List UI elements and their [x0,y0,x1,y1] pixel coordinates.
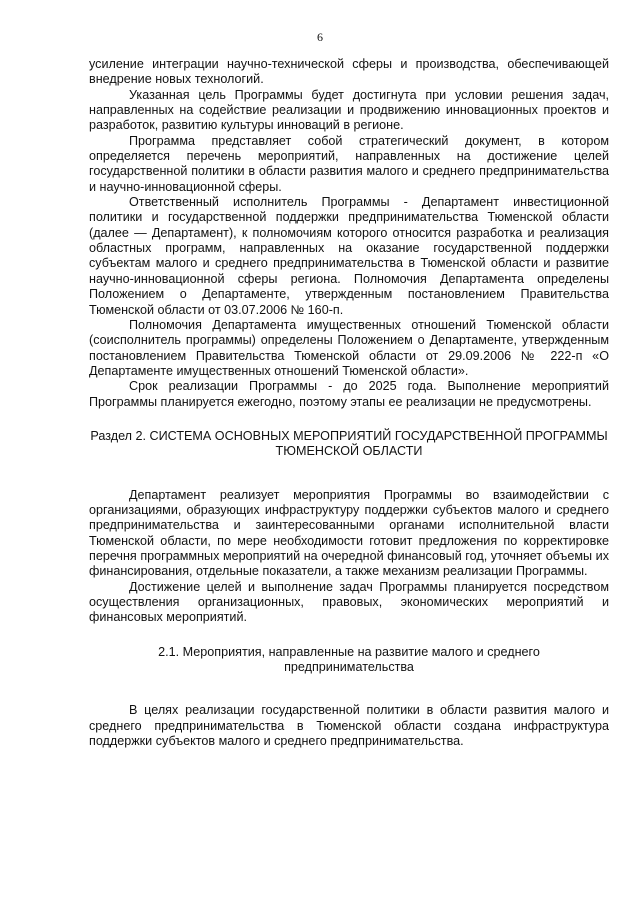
paragraph: Полномочия Департамента имущественных отношений Тюменской области (соисполнитель программы) определены Положением о Департаменте, утвержденным постановлением Правительства Тюменской области от 29.09.2006 № 222-п «О Департаменте имущественных отношений Тюменской области». [89,317,609,378]
paragraph: Ответственный исполнитель Программы - Департамент инвестиционной политики и государственной поддержки предпринимательства Тюменской области (далее — Департамент), к полномочиям которого относится разработка и реализация областных программ, направленных на оказание государственной поддержки субъектам малого и среднего предпринимательства в Тюменской области и развитие научно-инновационной сферы региона. Полномочия Департамента определены Положением о Департаменте, утвержденным постановлением Правительства Тюменской области от 03.07.2006 № 160-п. [89,195,609,317]
subsection-heading: 2.1. Мероприятия, направленные на развитие малого и среднего предпринимательства [158,644,540,675]
document-body [89,57,609,749]
paragraph: Департамент реализует мероприятия Программы во взаимодействии с организациями, образующих инфраструктуру поддержки субъектов малого и среднего предпринимательства и заинтересованными органами исполнительной власти Тюменской области, по мере необходимости готовит предложения по корректировке перечня программных мероприятий на очередной финансовый год, уточняет объемы их финансирования, отдельные показатели, а также механизм реализации Программы. [89,487,609,579]
paragraph: Указанная цель Программы будет достигнута при условии решения задач, направленных на содействие реализации и продвижению инновационных проектов и разработок, развитию культуры инноваций в регионе. [89,87,609,133]
paragraph: усиление интеграции научно-технической сферы и производства, обеспечивающей внедрение новых технологий. [89,57,609,87]
section-heading: Раздел 2. СИСТЕМА ОСНОВНЫХ МЕРОПРИЯТИЙ ГОСУДАРСТВЕННОЙ ПРОГРАММЫ ТЮМЕНСКОЙ ОБЛАСТИ [90,428,608,459]
paragraph: Программа представляет собой стратегический документ, в котором определяется перечень мероприятий, направленных на достижение целей государственной политики в области развития малого и среднего предпринимательства и научно-инновационной сферы. [89,133,609,194]
page-number: 6 [317,30,323,44]
paragraph: В целях реализации государственной политики в области развития малого и среднего предпринимательства в Тюменской области создана инфраструктура поддержки субъектов малого и среднего предпринимательства. [89,703,609,749]
paragraph: Срок реализации Программы - до 2025 года. Выполнение мероприятий Программы планируется ежегодно, поэтому этапы ее реализации не предусмотрены. [89,379,609,409]
paragraph: Достижение целей и выполнение задач Программы планируется посредством осуществления организационных, правовых, экономических мероприятий и финансовых мероприятий. [89,579,609,625]
